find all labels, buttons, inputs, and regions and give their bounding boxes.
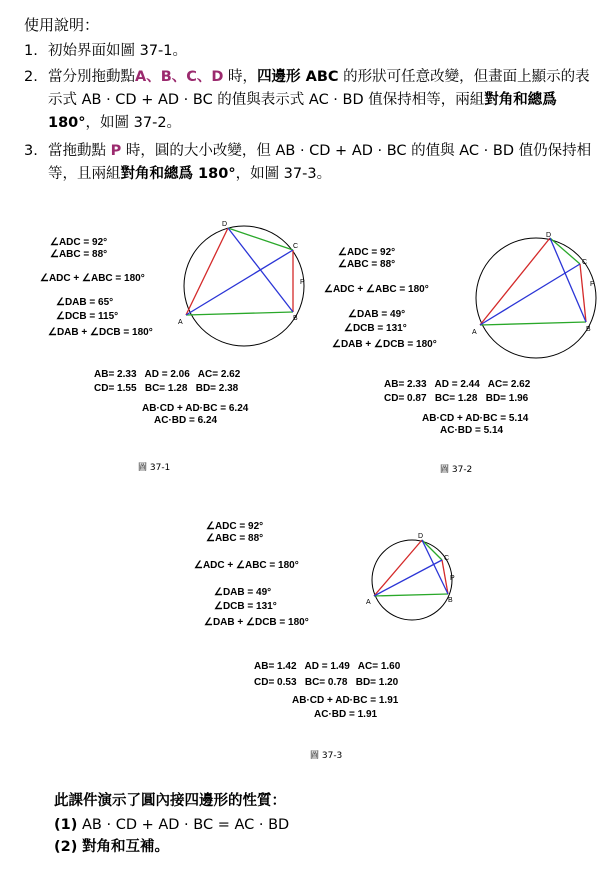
side-ad	[480, 238, 550, 325]
angle-dcb: ∠DCB = 131°	[344, 323, 407, 334]
inscribed-quadrilateral-diagram[interactable]	[468, 230, 600, 362]
summary-heading: 此課件演示了圓內接四邊形的性質：	[54, 793, 286, 809]
figure-37-1	[0, 220, 320, 473]
side-ab	[480, 322, 586, 325]
point-a-label: A	[366, 599, 371, 606]
angle-adc: ∠ADC = 92°	[338, 247, 396, 258]
angle-adc: ∠ADC = 92°	[50, 237, 108, 248]
point-c-label: C	[293, 243, 299, 250]
angle-sum-2: ∠DAB + ∠DCB = 180°	[204, 617, 309, 628]
side-cb	[580, 264, 586, 322]
summary-item-number: (2)	[54, 839, 78, 855]
circumcircle	[184, 226, 304, 346]
angle-abc: ∠ABC = 88°	[206, 533, 264, 544]
angle-dab: ∠DAB = 49°	[348, 309, 406, 320]
product-diagonals: AC·BD = 5.14	[440, 425, 504, 436]
diagonal-bd	[422, 540, 448, 594]
draggable-points-label: A、B、C、D	[135, 69, 224, 85]
angle-dcb: ∠DCB = 131°	[214, 601, 277, 612]
step-text: 初始界面如圖 37-1。	[48, 43, 188, 59]
point-b-label: B	[448, 597, 453, 604]
point-p-label: P	[590, 281, 595, 288]
product-sum: AB·CD + AD·BC = 6.24	[142, 403, 249, 414]
product-sum: AB·CD + AD·BC = 1.91	[292, 695, 399, 706]
figure-caption: 圖 37-2	[440, 465, 473, 475]
side-ab	[374, 594, 448, 596]
lengths-row-2: CD= 1.55 BC= 1.28 BD= 2.38	[94, 383, 239, 394]
angle-adc: ∠ADC = 92°	[206, 521, 264, 532]
lengths-row-1: AB= 2.33 AD = 2.06 AC= 2.62	[94, 369, 241, 380]
point-p-label: P	[300, 279, 305, 286]
lengths-row-2: CD= 0.53 BC= 0.78 BD= 1.20	[254, 677, 399, 688]
summary-item-text: AB · CD + AD · BC = AC · BD	[82, 817, 290, 833]
figure-37-3	[180, 516, 480, 766]
angle-dcb: ∠DCB = 115°	[56, 311, 119, 322]
side-ad	[374, 540, 422, 596]
angle-dab: ∠DAB = 49°	[214, 587, 272, 598]
point-c-label: C	[444, 555, 450, 562]
point-c-label: C	[582, 259, 588, 266]
angle-sum-2: ∠DAB + ∠DCB = 180°	[332, 339, 437, 350]
step-number: 1.	[24, 43, 38, 59]
lengths-row-1: AB= 2.33 AD = 2.44 AC= 2.62	[384, 379, 531, 390]
point-d-label: D	[546, 232, 552, 239]
lengths-row-1: AB= 1.42 AD = 1.49 AC= 1.60	[254, 661, 401, 672]
point-d-label: D	[418, 533, 424, 540]
diagonal-bd	[550, 238, 586, 322]
inscribed-quadrilateral-diagram[interactable]	[178, 220, 310, 352]
angle-dab: ∠DAB = 65°	[56, 297, 114, 308]
diagonal-ac	[374, 560, 442, 596]
summary-item-2	[54, 836, 169, 858]
angle-sum-1: ∠ADC + ∠ABC = 180°	[40, 273, 145, 284]
step-number: 3.	[24, 143, 38, 159]
draggable-point-label: P	[110, 143, 122, 159]
angle-abc: ∠ABC = 88°	[50, 249, 108, 260]
product-diagonals: AC·BD = 6.24	[154, 415, 218, 426]
summary-item-text: 對角和互補。	[82, 839, 169, 855]
side-ab	[186, 312, 293, 315]
figure-caption: 圖 37-1	[138, 463, 171, 473]
summary-item-1	[54, 814, 289, 836]
point-b-label: B	[586, 326, 591, 333]
instructions-title: 使用說明：	[24, 16, 100, 34]
point-p-label: P	[450, 575, 455, 582]
angle-abc: ∠ABC = 88°	[338, 259, 396, 270]
product-diagonals: AC·BD = 1.91	[314, 709, 378, 720]
step-number: 2.	[24, 69, 38, 85]
figure-37-2	[316, 230, 600, 480]
point-d-label: D	[222, 221, 228, 228]
lengths-row-2: CD= 0.87 BC= 1.28 BD= 1.96	[384, 393, 529, 404]
point-a-label: A	[472, 329, 477, 336]
side-dc	[228, 228, 293, 250]
point-a-label: A	[178, 319, 183, 326]
angle-sum-2: ∠DAB + ∠DCB = 180°	[48, 327, 153, 338]
figure-caption: 圖 37-3	[310, 751, 343, 761]
inscribed-quadrilateral-diagram[interactable]	[362, 530, 458, 626]
side-dc	[550, 238, 580, 264]
angle-sum-1: ∠ADC + ∠ABC = 180°	[194, 560, 299, 571]
angle-sum-1: ∠ADC + ∠ABC = 180°	[324, 284, 429, 295]
point-b-label: B	[293, 315, 298, 322]
step-text: 當拖動點 P 時，圓的大小改變，但 AB · CD + AD · BC 的值與 AC · BD 值仍保持相等，且兩組對角和總爲 180°，如圖 37-3。	[48, 143, 592, 182]
summary-item-number: (1)	[54, 817, 78, 833]
step-text: 當分別拖動點A、B、C、D 時，四邊形 ABC 的形狀可任意改變，但畫面上顯示的表示式 AB · CD + AD · BC 的值與表示式 AC · BD 值保持相等，兩組對角和總爲 180°，如圖 37-2。	[48, 69, 590, 131]
product-sum: AB·CD + AD·BC = 5.14	[422, 413, 529, 424]
